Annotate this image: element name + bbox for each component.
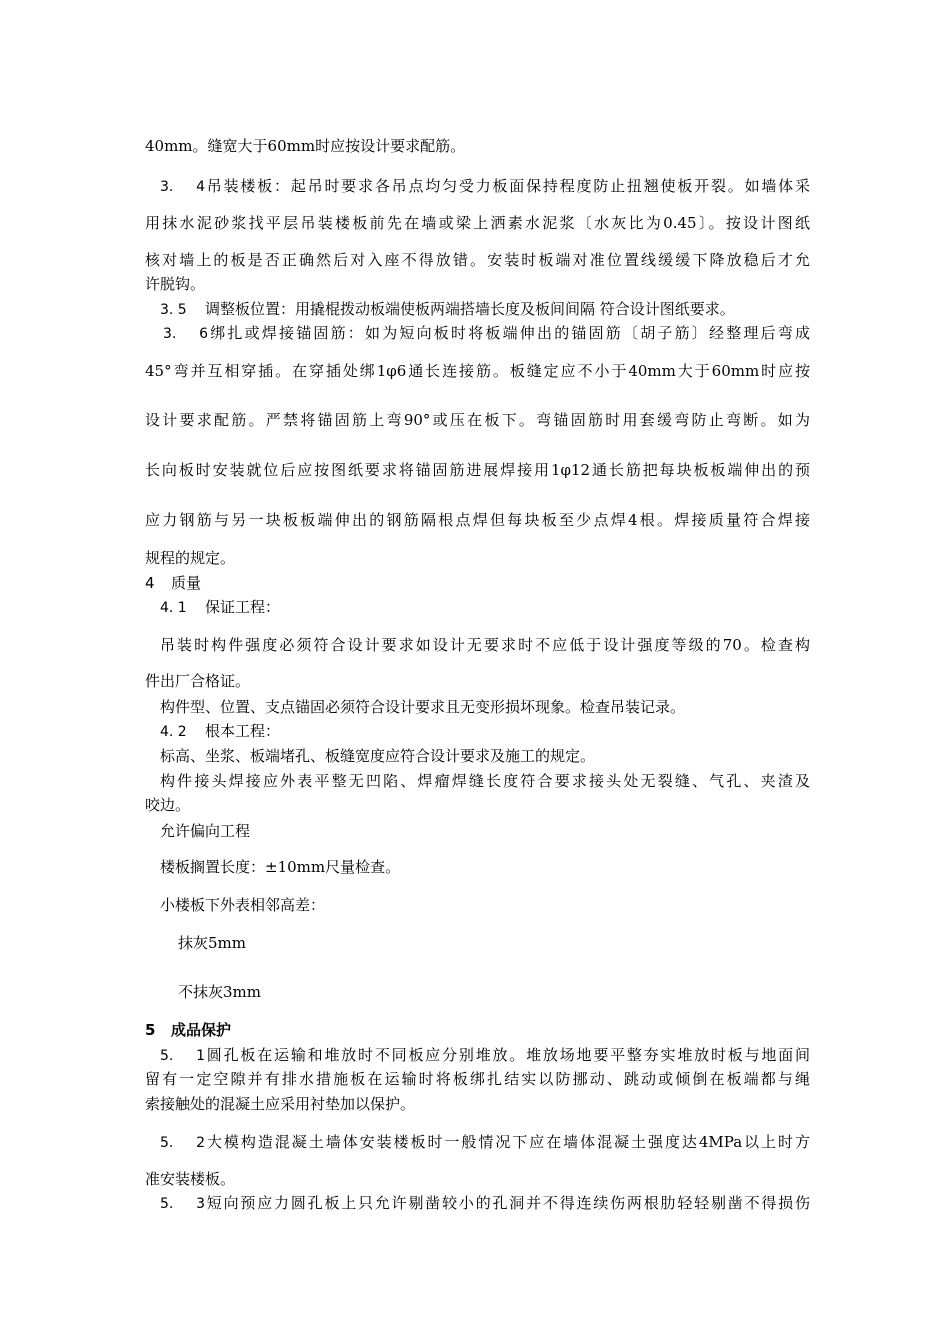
section-5-heading: 5 成品保护 (145, 1021, 232, 1039)
text-line: 核对墙上的板是否正确然后对入座不得放错。安装时板端对准位置线缓缓下降放稳后才允 (145, 251, 810, 269)
clause-3-4: 3. 4吊装楼板：起吊时要求各吊点均匀受力板面保持程度防止扭翘使板开裂。如墙体采 (160, 177, 810, 195)
clause-number: 5. 3 (160, 1196, 205, 1212)
clause-number: 4. 1 (160, 600, 187, 616)
clause-5-1: 5. 1圆孔板在运输和堆放时不同板应分别堆放。堆放场地要平整夯实堆放时板与地面间 (160, 1046, 810, 1064)
clause-number: 5. 2 (160, 1135, 205, 1151)
clause-4-2: 4. 2 根本工程： (160, 722, 281, 740)
clause-3-5: 3. 5 调整板位置：用撬棍拨动板端使板两端搭墙长度及板间间隔 符合设计图纸要求。 (160, 300, 735, 318)
text-line: 用抹水泥砂浆找平层吊装楼板前先在墙或梁上洒素水泥浆〔水灰比为0.45〕。按设计图纸 (145, 214, 810, 232)
clause-5-3: 5. 3短向预应力圆孔板上只允许剔凿较小的孔洞并不得连续伤两根肋轻轻剔凿不得损伤 (160, 1194, 810, 1212)
text-line: 楼板搁置长度：±10mm尺量检查。 (160, 858, 401, 876)
text-line: 咬边。 (145, 796, 191, 814)
text-line: 40mm。缝宽大于60mm时应按设计要求配筋。 (145, 137, 466, 155)
text-line: 准安装楼板。 (145, 1170, 236, 1188)
text-line: 小楼板下外表相邻高差： (160, 896, 326, 914)
text-line: 应力钢筋与另一块板板端伸出的钢筋隔根点焊但每块板至少点焊4根。焊接质量符合焊接 (145, 511, 810, 529)
text-line: 留有一定空隙并有排水措施板在运输时将板绑扎结实以防挪动、跳动或倾倒在板端都与绳 (145, 1070, 810, 1088)
text-line: 件出厂合格证。 (145, 672, 251, 690)
clause-number: 3. 5 (160, 302, 187, 318)
text-line: 抹灰5mm (178, 934, 246, 952)
text-line: 构件型、位置、支点锚固必须符合设计要求且无变形损坏现象。检查吊装记录。 (160, 698, 686, 716)
text-line: 不抹灰3mm (178, 983, 261, 1001)
clause-number: 4. 2 (160, 724, 187, 740)
clause-5-2: 5. 2大模构造混凝土墙体安装楼板时一般情况下应在墙体混凝土强度达4MPa以上时方 (160, 1133, 810, 1151)
text-line: 45°弯并互相穿插。在穿插处绑1φ6通长连接筋。板缝定应不小于40mm大于60mm时应按 (145, 362, 810, 380)
text-line: 长向板时安装就位后应按图纸要求将锚固筋进展焊接用1φ12通长筋把每块板板端伸出的预 (145, 461, 810, 479)
clause-number: 3. 4 (160, 179, 205, 195)
clause-4-1: 4. 1 保证工程： (160, 598, 281, 616)
clause-3-6: 3. 6绑扎或焊接锚固筋：如为短向板时将板端伸出的锚固筋〔胡子筋〕经整理后弯成 (163, 324, 810, 342)
text-line: 允许偏向工程 (160, 822, 251, 840)
text-line: 吊装时构件强度必须符合设计要求如设计无要求时不应低于设计强度等级的70。检查构 (160, 636, 810, 654)
clause-number: 3. 6 (163, 326, 208, 342)
text-line: 标高、坐浆、板端堵孔、板缝宽度应符合设计要求及施工的规定。 (160, 747, 596, 765)
text-line: 设计要求配筋。严禁将锚固筋上弯90°或压在板下。弯锚固筋时用套缓弯防止弯断。如为 (145, 411, 810, 429)
clause-number: 5. 1 (160, 1048, 205, 1064)
text-line: 索接触处的混凝土应采用衬垫加以保护。 (145, 1095, 416, 1113)
text-line: 规程的规定。 (145, 549, 236, 567)
section-4-heading: 4 质量 (145, 574, 202, 592)
text-line: 许脱钩。 (145, 275, 206, 293)
text-line: 构件接头焊接应外表平整无凹陷、焊瘤焊缝长度符合要求接头处无裂缝、气孔、夹渣及 (160, 772, 810, 790)
